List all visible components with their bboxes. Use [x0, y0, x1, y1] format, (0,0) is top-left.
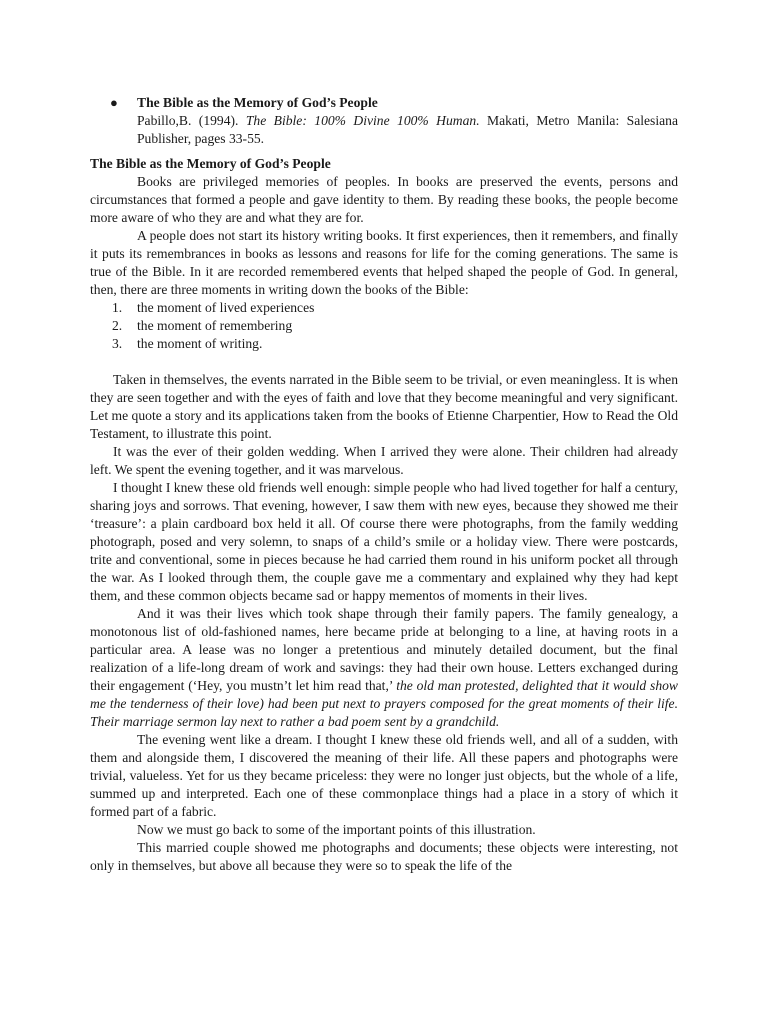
list-text: the moment of writing. — [137, 336, 263, 351]
list-text: the moment of remembering — [137, 318, 293, 333]
paragraph-8: Now we must go back to some of the important points of this illustration. — [137, 822, 536, 837]
paragraph-2: A people does not start its history writing books. It first experiences, then it remembers, and finally it puts its remembrances in books as lessons and reasons for life for the coming generations. The same is true of the Bible. In it are recorded remembered events that helped shaped the people of God. In general, then, there are three moments in writing down the books of the Bible: — [90, 228, 678, 297]
bullet-title: The Bible as the Memory of God’s People — [137, 95, 378, 110]
spacer — [90, 353, 678, 371]
list-number: 3. — [112, 336, 123, 351]
list-number: 2. — [112, 318, 123, 333]
ref-title: The Bible: 100% Divine 100% Human. — [245, 113, 480, 128]
paragraph-1: Books are privileged memories of peoples. In books are preserved the events, persons and circumstances that formed a people and gave identity to them. By reading these books, the people become more aware of who they are and what they are for. — [90, 174, 678, 225]
bullet-item — [90, 94, 678, 112]
document-content — [90, 94, 678, 875]
paragraph-4: It was the ever of their golden wedding. When I arrived they were alone. Their children had already left. We spent the evening together, and it was marvelous. — [90, 444, 678, 477]
paragraph-3: Taken in themselves, the events narrated in the Bible seem to be trivial, or even meaningless. It is when they are seen together and with the eyes of faith and love that they become meaningful and very significant. Let me quote a story and its applications taken from the books of Etienne Charpentier, How to Read the Old Testament, to illustrate this point. — [90, 372, 678, 441]
reference-citation — [90, 112, 678, 148]
moments-list — [90, 299, 678, 353]
list-item — [90, 299, 678, 317]
list-number: 1. — [112, 300, 123, 315]
bullet-icon: ● — [110, 95, 118, 110]
ref-prefix: Pabillo,B. (1994). — [137, 113, 246, 128]
paragraph-9: This married couple showed me photographs and documents; these objects were interesting, not only in themselves, but above all because they were so to speak the life of the — [90, 840, 678, 873]
paragraph-6 — [90, 605, 678, 731]
paragraph-7: The evening went like a dream. I thought I knew these old friends well, and all of a sudden, with them and alongside them, I discovered the meaning of their life. All these papers and photographs were trivial, valueless. Yet for us they became priceless: they were no longer just objects, but the whole of a life, summed up and interpreted. Each one of these commonplace things had a place in a story of which it formed part of a fabric. — [90, 732, 678, 819]
ref-suffix: Makati, Metro Manila: Salesiana Publisher, pages 33-55. — [137, 113, 678, 146]
paragraph-5: I thought I knew these old friends well enough: simple people who had lived together for half a century, sharing joys and sorrows. That evening, however, I saw them with new eyes, because they showed me their ‘treasure’: a plain cardboard box held it all. Of course there were photographs, from the family wedding photograph, posed and very solemn, to snaps of a child’s smile or a holiday view. There were postcards, trite and conventional, some in pieces because he had carried them round in his uniform pocket all through the war. As I looked through them, the couple gave me a commentary and explained why they had kept them, and these common objects became sad or happy mementos of moments in their lives. — [90, 480, 678, 603]
list-text: the moment of lived experiences — [137, 300, 315, 315]
list-item — [90, 317, 678, 335]
list-item — [90, 335, 678, 353]
section-heading: The Bible as the Memory of God’s People — [90, 156, 331, 171]
paragraph-6-italic: the old man protested, delighted that it would show me the tenderness of their love) had been put next to prayers composed for the great moments of their life. Their marriage sermon lay next to rather a bad poem sent by a grandchild. — [90, 678, 678, 729]
paragraph-6-text: And it was their lives which took shape through their family papers. The family genealogy, a monotonous list of old-fashioned names, here became pride at belonging to a line, at having roots in a particular area. A lease was no longer a pretentious and minutely detailed document, but the final realization of a life-long dream of work and savings: they had their own house. Letters exchanged during their engagement (‘Hey, you mustn’t let him read that,’ — [90, 606, 678, 693]
